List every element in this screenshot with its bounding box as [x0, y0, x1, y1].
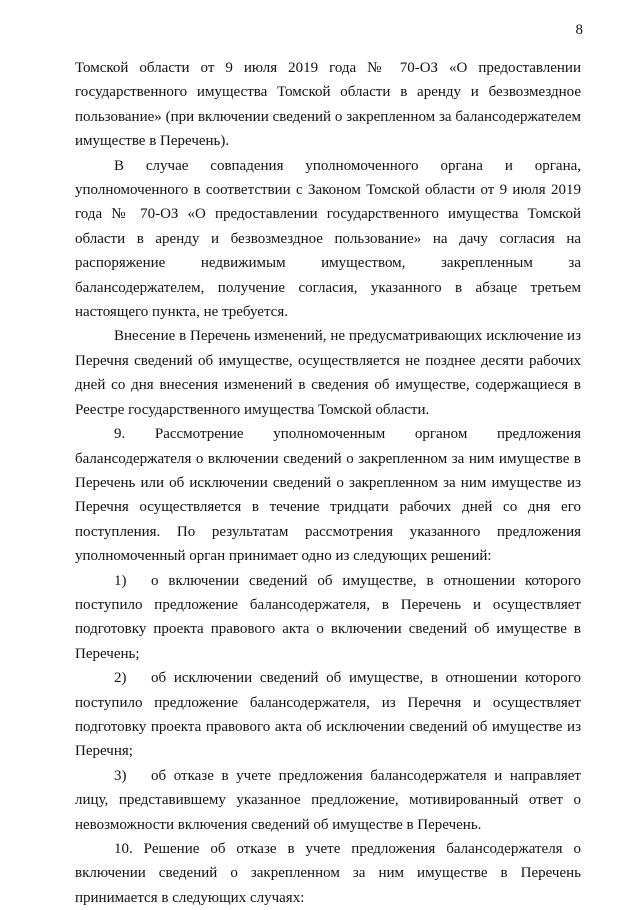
list-item-number: 1)	[114, 572, 127, 589]
document-body	[75, 56, 581, 910]
list-item-3	[75, 764, 581, 837]
list-item-2	[75, 666, 581, 764]
list-item-text: об отказе в учете предложения балансодержателя и направляет лицу, представившему указанное предложение, мотивированный ответ о невозможности включения сведений об имуществе в Перечень.	[75, 767, 581, 833]
paragraph-2: В случае совпадения уполномоченного органа и органа, уполномоченного в соответствии с Законом Томской области от 9 июля 2019 года № 70-ОЗ «О предоставлении государственного имущества Томской области в аренду и безвозмездное пользование» на дачу согласия на распоряжение недвижимым имуществом, закрепленным за балансодержателем, получение согласия, указанного в абзаце третьем настоящего пункта, не требуется.	[75, 157, 581, 321]
list-item-number: 2)	[114, 670, 127, 687]
paragraph-4: 9. Рассмотрение уполномоченным органом предложения балансодержателя о включении сведений о закрепленном за ним имуществе в Перечень или об исключении сведений о закрепленном за ним имуществе из Перечня осуществляется в течение тридцати рабочих дней со дня его поступления. По результатам рассмотрения указанного предложения уполномоченный орган принимает одно из следующих решений:	[75, 426, 581, 565]
list-item-text: об исключении сведений об имуществе, в отношении которого поступило предложение балансодержателя, из Перечня и осуществляет подготовку проекта правового акта об исключении сведений об имуществе из Перечня;	[75, 670, 581, 760]
paragraph-3: Внесение в Перечень изменений, не предусматривающих исключение из Перечня сведений об имуществе, осуществляется не позднее десяти рабочих дней со дня внесения изменений в сведения об имуществе, содержащиеся в Реестре государственного имущества Томской области.	[75, 328, 581, 418]
list-item-1	[75, 569, 581, 667]
closing-paragraph: 10. Решение об отказе в учете предложения балансодержателя о включении сведений о закрепленном за ним имуществе в Перечень принимается в следующих случаях:	[75, 841, 581, 906]
list-item-text: о включении сведений об имуществе, в отношении которого поступило предложение балансодержателя, в Перечень и осуществляет подготовку проекта правового акта о включении сведений об имуществе в Перечень;	[75, 572, 581, 662]
page-number: 8	[575, 22, 583, 38]
paragraph-1: Томской области от 9 июля 2019 года № 70-ОЗ «О предоставлении государственного имущества Томской области в аренду и безвозмездное пользование» (при включении сведений о закрепленном за балансодержателем имуществе в Перечень).	[75, 60, 581, 150]
list-item-number: 3)	[114, 767, 127, 784]
